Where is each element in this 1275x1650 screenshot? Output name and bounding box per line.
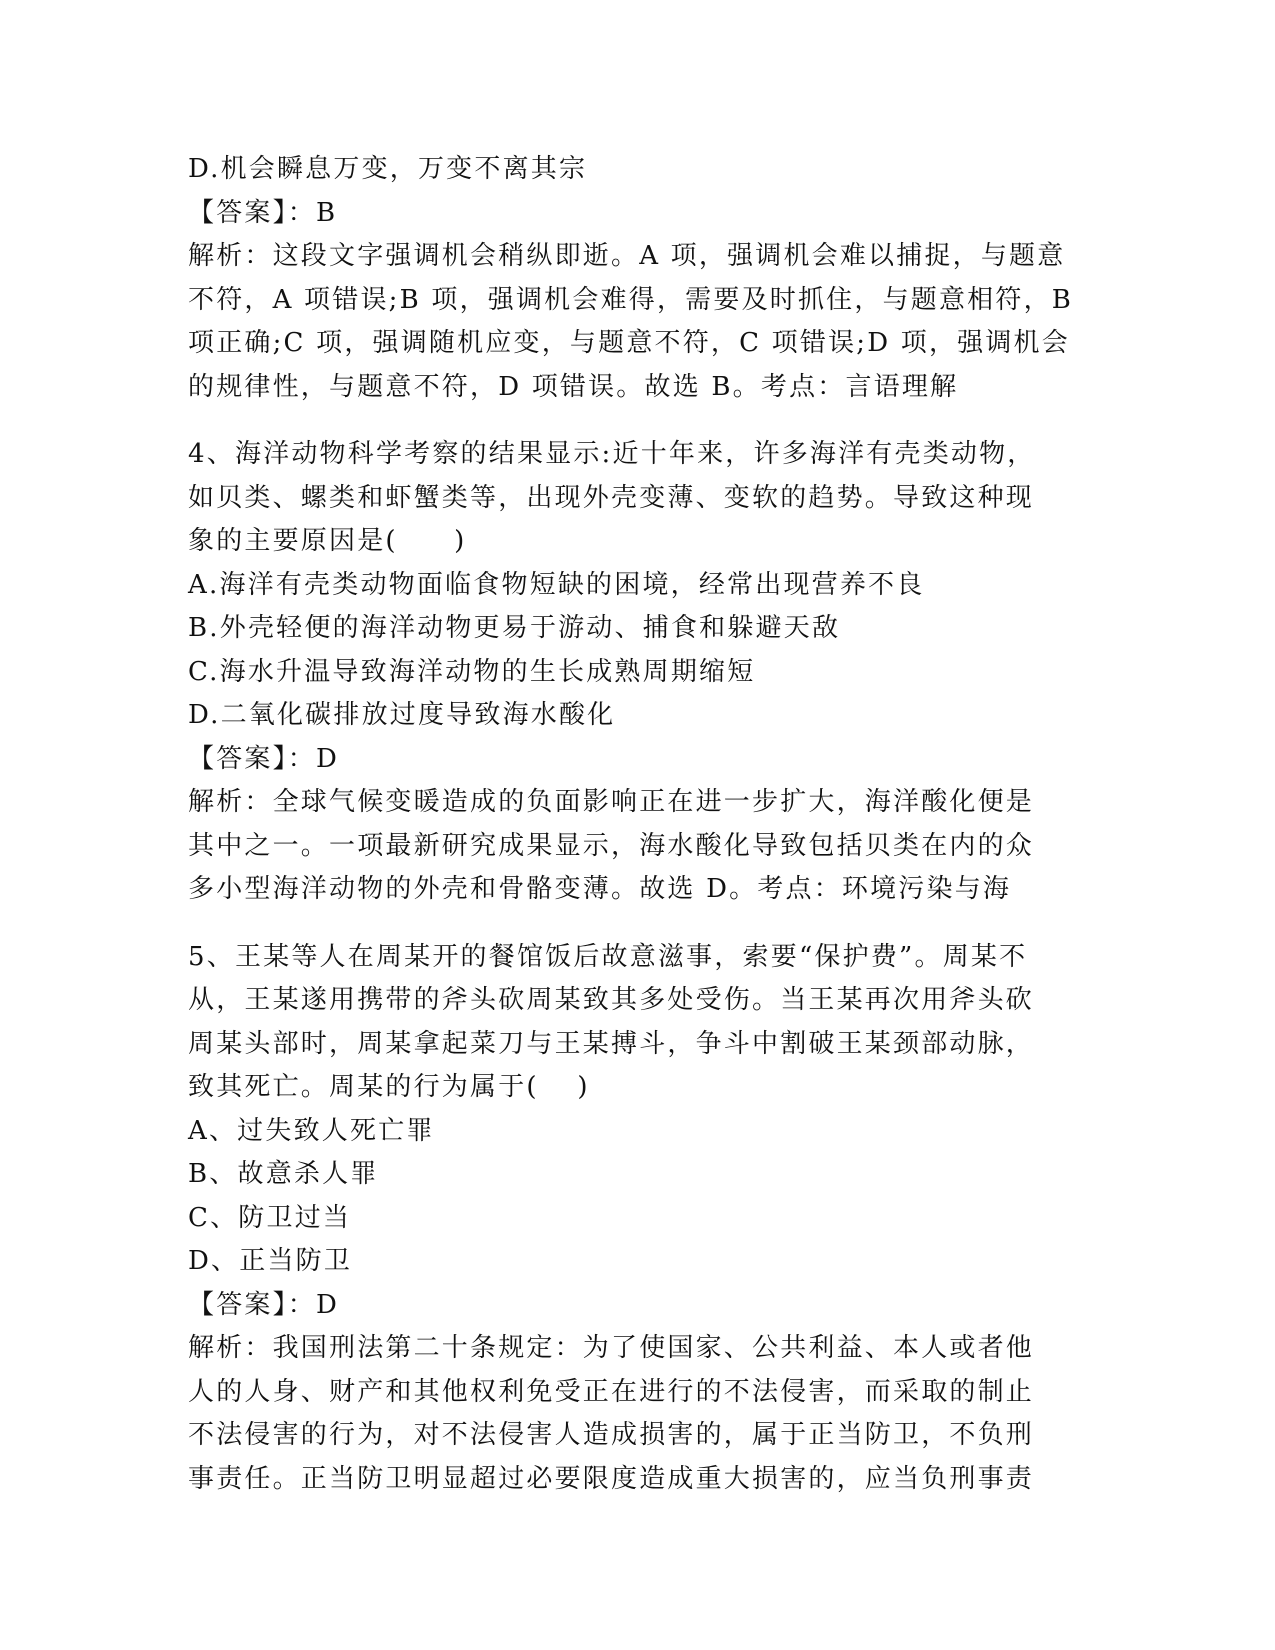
spacer	[188, 912, 1068, 936]
option-d: D、正当防卫	[188, 1246, 353, 1276]
analysis-line: 解析：全球气候变暖造成的负面影响正在进一步扩大，海洋酸化便是	[188, 787, 1035, 817]
option-c: C、防卫过当	[188, 1202, 352, 1233]
analysis-line: 不法侵害的行为，对不法侵害人造成损害的，属于正当防卫，不负刑	[188, 1420, 1035, 1450]
question-stem-line: 象的主要原因是( )	[188, 526, 467, 556]
analysis-line: 事责任。正当防卫明显超过必要限度造成重大损害的，应当负刑事责	[188, 1463, 1035, 1494]
option-a: A、过失致人死亡罪	[188, 1115, 435, 1146]
analysis-line: 人的人身、财产和其他权利免受正在进行的不法侵害，而采取的制止	[188, 1376, 1035, 1407]
question-3-tail	[188, 148, 1074, 409]
question-stem-line: 如贝类、螺类和虾蟹类等，出现外壳变薄、变软的趋势。导致这种现	[188, 482, 1035, 513]
question-stem-line: 4、海洋动物科学考察的结果显示:近十年来，许多海洋有壳类动物，	[188, 439, 1036, 469]
question-5	[188, 936, 1068, 1502]
analysis-line: 多小型海洋动物的外壳和骨骼变薄。故选 D。考点：环境污染与海	[188, 874, 1012, 904]
option-b: B.外壳轻便的海洋动物更易于游动、捕食和躲避天敌	[188, 613, 841, 643]
answer-line: 【答案】：D	[188, 1289, 340, 1320]
analysis-line: 的规律性，与题意不符，D 项错误。故选 B。考点：言语理解	[188, 371, 959, 402]
analysis-line: 其中之一。一项最新研究成果显示，海水酸化导致包括贝类在内的众	[188, 830, 1035, 861]
analysis-line: 项正确;C 项，强调随机应变，与题意不符，C 项错误;D 项，强调机会	[188, 328, 1070, 358]
answer-line: 【答案】：B	[188, 197, 338, 228]
analysis-line: 解析：我国刑法第二十条规定：为了使国家、公共利益、本人或者他	[188, 1333, 1035, 1363]
analysis-line: 解析：这段文字强调机会稍纵即逝。A 项，强调机会难以捕捉，与题意	[188, 241, 1066, 271]
option-d: D.二氧化碳排放过度导致海水酸化	[188, 700, 616, 730]
answer-line: 【答案】：D	[188, 743, 340, 774]
option-b: B、故意杀人罪	[188, 1159, 379, 1189]
question-stem-line: 周某头部时，周某拿起菜刀与王某搏斗，争斗中割破王某颈部动脉，	[188, 1028, 1035, 1059]
question-stem-line: 致其死亡。周某的行为属于( )	[188, 1072, 590, 1102]
spacer	[188, 409, 1068, 433]
document-content	[188, 148, 1074, 1501]
option-a: A.海洋有壳类动物面临食物短缺的困境，经常出现营养不良	[188, 569, 925, 600]
option-c: C.海水升温导致海洋动物的生长成熟周期缩短	[188, 656, 756, 687]
analysis-line: 不符，A 项错误;B 项，强调机会难得，需要及时抓住，与题意相符，B	[188, 284, 1074, 315]
question-stem-line: 5、王某等人在周某开的餐馆饭后故意滋事，索要“保护费”。周某不	[188, 941, 1028, 972]
option-d: D.机会瞬息万变，万变不离其宗	[188, 154, 588, 184]
question-4	[188, 433, 1068, 912]
question-stem-line: 从，王某遂用携带的斧头砍周某致其多处受伤。当王某再次用斧头砍	[188, 985, 1035, 1015]
